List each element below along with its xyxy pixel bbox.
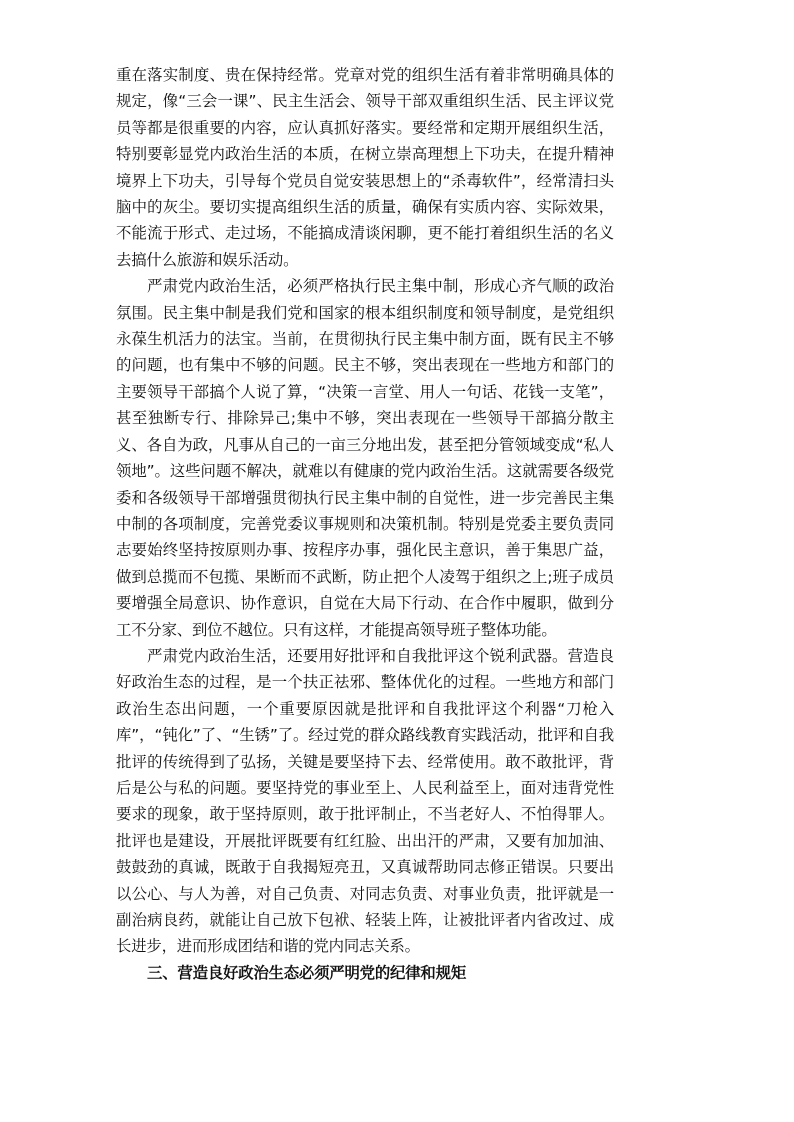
paragraph-criticism: 严肃党内政治生活，还要用好批评和自我批评这个锐利武器。营造良好政治生态的过程，是一个扶正祛邪、整体优化的过程。一些地方和部门政治生态出问题，一个重要原因就是批评和自我批评这个利器“刀枪入库”，“钝化”了、“生锈”了。经过党的群众路线教育实践活动，批评和自我批评的传统得到了弘扬，关键是要坚持下去、经常使用。敢不敢批评，背后是公与私的问题。要坚持党的事业至上、人民利益至上，面对违背党性要求的现象，敢于坚持原则，敢于批评制止，不当老好人、不怕得罪人。批评也是建设，开展批评既要有红红脸、出出汗的严肃，又要有加加油、鼓鼓劲的真诚，既敢于自我揭短亮丑，又真诚帮助同志修正错误。只要出以公心、与人为善，对自己负责、对同志负责、对事业负责，批评就是一副治病良药，就能让自己放下包袱、轻装上阵，让被批评者内省改过、成长进步，进而形成团结和谐的党内同志关系。: [116, 646, 614, 956]
paragraph-continuation: 重在落实制度、贵在保持经常。党章对党的组织生活有着非常明确具体的规定，像“三会一课”、民主生活会、领导干部双重组织生活、民主评议党员等都是很重要的内容，应认真抓好落实。要经常和定期开展组织生活，特别要彰显党内政治生活的本质，在树立崇高理想上下功夫，在提升精神境界上下功夫，引导每个党员自觉安装思想上的“杀毒软件”，经常清扫头脑中的灰尘。要切实提高组织生活的质量，确保有实质内容、实际效果，不能流于形式、走过场，不能搞成清谈闲聊，更不能打着组织生活的名义去搞什么旅游和娱乐活动。: [116, 66, 614, 269]
section-heading: 三、营造良好政治生态必须严明党的纪律和规矩: [147, 963, 467, 982]
document-page: [116, 62, 614, 986]
paragraph-democratic-centralism: 严肃党内政治生活，必须严格执行民主集中制，形成心齐气顺的政治氛围。民主集中制是我们党和国家的根本组织制度和领导制度，是党组织永葆生机活力的法宝。当前，在贯彻执行民主集中制方面，既有民主不够的问题，也有集中不够的问题。民主不够，突出表现在一些地方和部门的主要领导干部搞个人说了算，“决策一言堂、用人一句话、花钱一支笔”，甚至独断专行、排除异己;集中不够，突出表现在一些领导干部搞分散主义、各自为政，凡事从自己的一亩三分地出发，甚至把分管领域变成“私人领地”。这些问题不解决，就难以有健康的党内政治生活。这就需要各级党委和各级领导干部增强贯彻执行民主集中制的自觉性，进一步完善民主集中制的各项制度，完善党委议事规则和决策机制。特别是党委主要负责同志要始终坚持按原则办事、按程序办事，强化民主意识，善于集思广益，做到总揽而不包揽、果断而不武断，防止把个人凌驾于组织之上;班子成员要增强全局意识、协作意识，自觉在大局下行动、在合作中履职，做到分工不分家、到位不越位。只有这样，才能提高领导班子整体功能。: [116, 277, 614, 639]
